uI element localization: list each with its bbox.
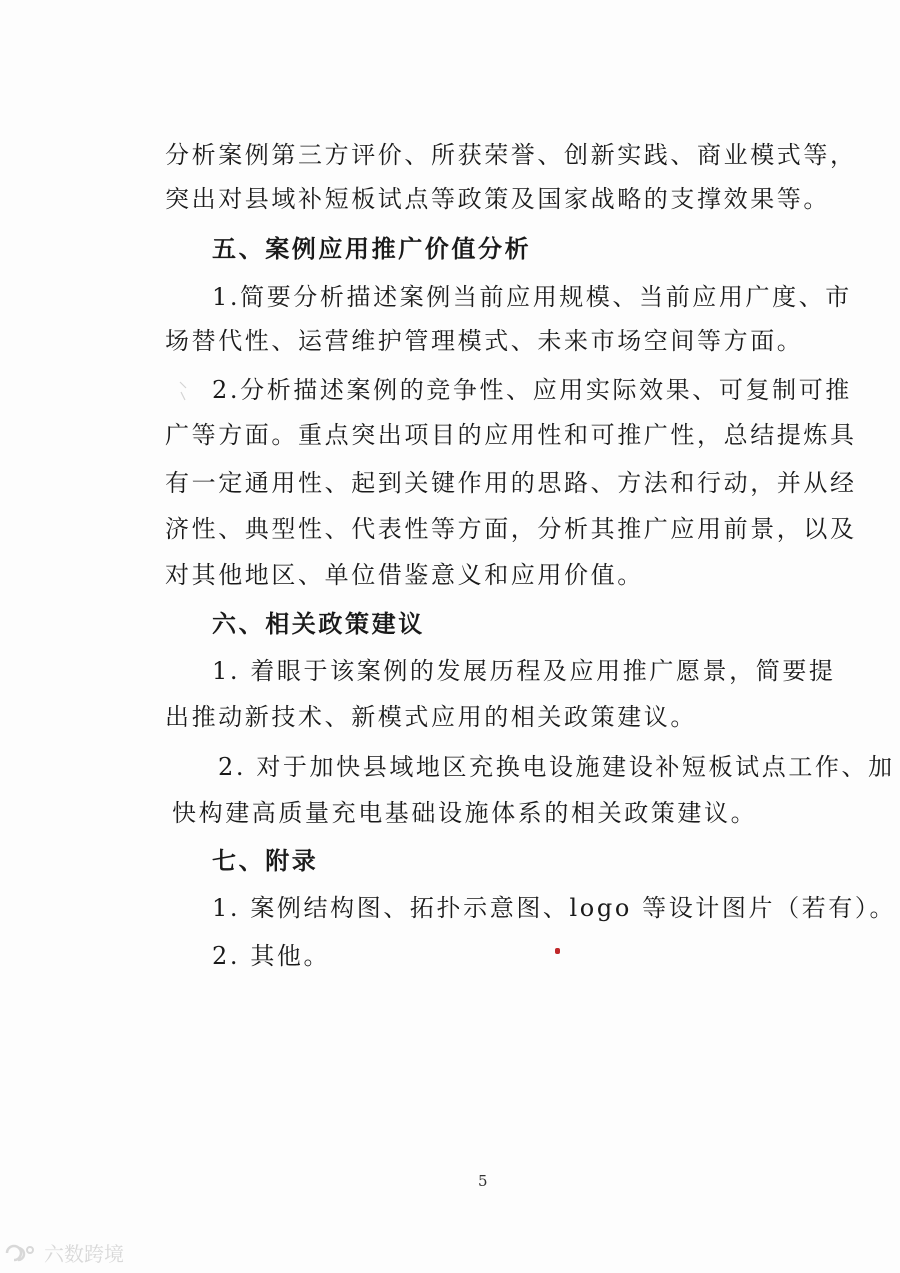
body-line: 对其他地区、单位借鉴意义和应用价值。 [165,561,644,589]
body-line: 快构建高质量充电基础设施体系的相关政策建议。 [172,799,758,827]
body-line: 出推动新技术、新模式应用的相关政策建议。 [165,703,697,731]
page-number: 5 [478,1172,488,1190]
section-heading-5: 五、案例应用推广价值分析 [212,235,532,263]
body-line: 1. 案例结构图、拓扑示意图、logo 等设计图片（若有）。 [212,894,897,922]
body-line: 2.分析描述案例的竞争性、应用实际效果、可复制可推 [212,376,852,404]
scan-smudge-icon [178,380,188,402]
body-line: 分析案例第三方评价、所获荣誉、创新实践、商业模式等， [165,141,857,169]
body-line: 济性、典型性、代表性等方面，分析其推广应用前景，以及 [165,515,857,543]
body-line: 2. 对于加快县域地区充换电设施建设补短板试点工作、加 [218,753,895,781]
body-line: 2. 其他。 [212,942,331,970]
body-line: 有一定通用性、起到关键作用的思路、方法和行动，并从经 [165,469,857,497]
body-line: 广等方面。重点突出项目的应用性和可推广性，总结提炼具 [165,421,857,449]
body-line: 1. 着眼于该案例的发展历程及应用推广愿景，简要提 [212,657,836,685]
watermark [4,1238,124,1267]
section-heading-6: 六、相关政策建议 [212,610,425,638]
scan-speck [555,948,560,954]
body-line: 1.简要分析描述案例当前应用规模、当前应用广度、市 [212,283,852,311]
body-line: 场替代性、运营维护管理模式、未来市场空间等方面。 [165,327,804,355]
watermark-text: 六数跨境 [44,1242,124,1266]
section-heading-7: 七、附录 [212,847,319,875]
watermark-logo-icon [4,1242,38,1264]
body-line: 突出对县域补短板试点等政策及国家战略的支撑效果等。 [165,185,830,213]
